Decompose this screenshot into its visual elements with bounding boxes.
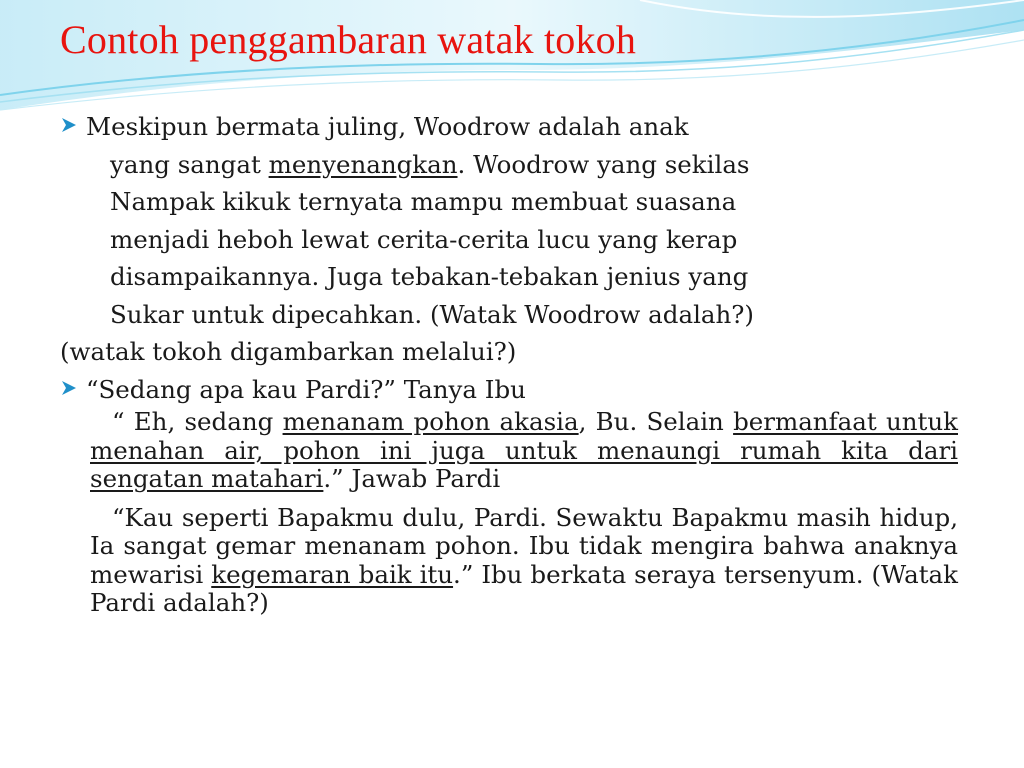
- text-span: “Kau seperti Bapakmu dulu, Pardi. Sewaktu Bapakmu masih hidup, Ia sangat gemar menanam pohon. Ibu tidak mengira bahwa anaknya mewarisi: [90, 502, 958, 589]
- paragraph-line: menjadi heboh lewat cerita-cerita lucu yang kerap: [110, 224, 738, 254]
- paragraph-line: Sukar untuk dipecahkan. (Watak Woodrow adalah?): [110, 299, 754, 329]
- list-item: [60, 371, 960, 409]
- underlined-text: menanam pohon akasia: [282, 407, 579, 436]
- paragraph-line: disampaikannya. Juga tebakan-tebakan jenius yang: [110, 262, 749, 291]
- dialogue-lead: “Sedang apa kau Pardi?” Tanya Ibu: [86, 374, 526, 404]
- text-span: .” Jawab Pardi: [323, 464, 501, 493]
- arrow-bullet-icon: [60, 108, 86, 146]
- text-span: .” Ibu berkata seraya tersenyum. (Watak Pardi adalah?): [90, 559, 958, 617]
- text-span: , Bu. Selain: [578, 407, 734, 436]
- underlined-text: kegemaran baik itu: [211, 559, 454, 589]
- slide-content: [60, 108, 960, 618]
- slide-title: Contoh penggambaran watak tokoh: [60, 17, 637, 62]
- question-line: (watak tokoh digambarkan melalui?): [60, 337, 517, 366]
- paragraph-line: Meskipun bermata juling, Woodrow adalah anak: [86, 112, 689, 141]
- dialogue-paragraph: [90, 408, 958, 494]
- list-item: [60, 108, 960, 146]
- underlined-text: menyenangkan: [268, 149, 458, 179]
- dialogue-paragraph: [90, 504, 958, 618]
- text-span: “ Eh, sedang: [112, 407, 283, 436]
- text-span: yang sangat: [110, 149, 269, 179]
- paragraph-line: [60, 146, 960, 184]
- paragraph-line: Nampak kikuk ternyata mampu membuat suasana: [110, 187, 737, 216]
- arrow-bullet-icon: [60, 371, 86, 409]
- underlined-text: bermanfaat untuk menahan air, pohon ini juga untuk menaungi rumah kita dari sengatan matahari: [90, 407, 958, 493]
- text-span: . Woodrow yang sekilas: [457, 149, 750, 179]
